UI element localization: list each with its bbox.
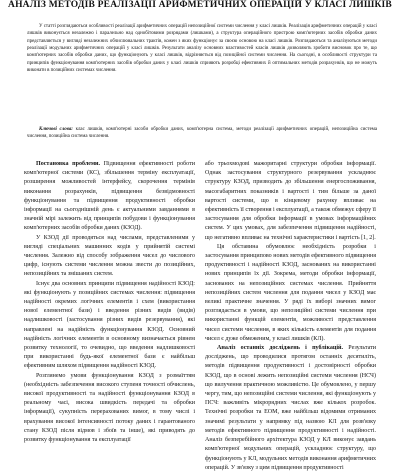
left-paragraph-4: Розглянемо умови функціонування КЗОД з розмаїттям (необхідність забезпечення високого ступеня точності обчислень, високої продуктивності та надійності функціонування КЗОД в реальному часі, висока швидкість передачі та обробки інформації), сукупність перерахованих вимог, в тому числі і врахування високої інтенсивності потоку даних і гарантованого стану КЗОД після відмов і збоїв та інше), які приводять до розвитку функціонування та експлуатації: [24, 372, 195, 444]
abstract: У статті розглядаються особливості реалізації арифметичних операцій непозиційної системи числення у класі лишків. Реалізація арифметичних операцій у класі лишків виконується незалежно і паралельно над однобітовими розрядами (лишками), а структура операційного пристрою комп'ютерних засобів обробки даних представляється у вигляді незалежних обчислювальних трактів, кожен з яких функціонує за своєю основою на класі лишків. Розглядаються та аналізуються методи реалізації модульних арифметичних операцій у класі лишків. Результати аналізу основних властивостей класів лишків дозволяють зробити висновок про те, що комп'ютерних засобів обробки даних, що функціонують у класі лишків, відрізняється від позиційної системи числення. На сьогодні, в особливості структури та принципів функціонування комп'ютерних засобів обробки даних у класі лишків сприяють розробці ефективних й оптимальних методів розрахунків, що не можуть виконати в позиційних системах числення.: [27, 24, 377, 74]
section-heading-problem: Постановка проблеми.: [36, 161, 101, 167]
right-paragraph-2: Ця обставина обумовлює необхідність розробки і застосування принципово нових методів ефективного підвищення продуктивності і надійності КЗОД, заснованих на використанні нових принципів їх дії. Зокрема, методи обробки інформації, заснованих на непозиційних системах числення. Прийняття непозиційних систем числення для подання чисел у КЗОД має великі практичне значення. У ряді їх виборі значних вимог розглядається в умови, що непозиційні системи числення при використанні функцій елементів, можливості представлення чисел системи числення, в яких кількість елементів для подання чисел є дуже обмеженим, у класі лишків (КЛ).: [205, 243, 376, 342]
keywords: [27, 126, 377, 141]
left-paragraph-1: Постановка проблеми. Підвищення ефективності роботи комп'ютерної системи (КС), збільшення терміну експлуатації, розширення можливостей інтерфейсу, скорочення термінів виконання розрахунків, підвищення безвідмовності функціонування та підвищення продуктивності обробки інформації на сьогоднішній день є актуальними завданнями в значній мірі залежить від принципів побудови і функціонування комп'ютерних засобів обробки даних (КЗОД).: [24, 161, 195, 232]
right-paragraph-1: або трьохмодові мажоритарні структури обробки інформації. Однак застосування структурного резервування ускладнює структуру КЗОД, призводить до збільшення енергоспоживання, масогабаритних показників і вартості і тим більше за даної вартості системи, що в кінцевому рахунку впливає на ефективність її створення і експлуатації, а також обмежує сферу її застосування для обробки інформації в умовах інформаційних систем. У цих умовах, для забезпечення підвищення надійності, що негативно впливає на технічні характеристики і вартість [1, 2].: [205, 161, 376, 241]
left-column: [24, 160, 195, 444]
right-column: [205, 160, 377, 471]
left-paragraph-3: Існує два основних принципи підвищення надійності КЗОД: які функціонують у позиційних системах числення: підвищення надійності окремих логічних елементів і схем (використання нової елементної бази) і введення різних видів (видів) надлишковості (застосування різних видів резервування), які направлені на надійність функціонування КЗОД. Основний надійність логічних елементів в основному визначається рівнем розвитку технології, то очевидно, що введення надлишковості при використанні будь-якої елементної бази є найбільш ефективним шляхом підвищення надійності КЗОД.: [24, 280, 195, 370]
keywords-text: клас лишків, комп'ютерні засоби обробки даних, комп'ютерна система, методи реалізації арифметичних операцій, непозиційна система числення, позиційна система числення.: [27, 127, 378, 140]
paper-title: АНАЛІЗ МЕТОДІВ РЕАЛІЗАЦІЇ АРИФМЕТИЧНИХ ОПЕРАЦІЙ У КЛАСІ ЛИШКІВ: [8, 0, 392, 10]
keywords-label: Ключові слова:: [39, 127, 73, 132]
right-paragraph-3: Аналіз останніх досліджень і публікацій. Результати досліджень, що проводилися протягом останніх десятиліть, методів підвищення продуктивності і достовірності обробки КЗОД, що в основі лежить непозиційні системи числення (НСЧ) що вилучення практичною можливістю. Це обумовлено, у першу чергу, тим, що непозиційні системи числення, які функціонують у ПСЧ: важливіть мікрорядних числах вже кількох розробок. Технічні розробки та ЕОМ, вже найбільш відомими отриманих значимі результати у напрямку під назвою КЛ для розв'язку методів ефективного підвищення продуктивності і надійності. Аналіз безперебійного архітектура КЗОД у КЛ виконує завдань комп'ютерної модульних операцій, ускладнює структуру, що функціонують у КЛ, модульних методів виконання арифметичних операцій. У зв'язку з цим підвищення продуктивності: [205, 345, 377, 471]
left-paragraph-2: У КЗОД дії проводяться над числами, представленими у вигляді спеціальних машинних кодів у прийнятій системі числення. Залежно від способу зображення чисел до числового цифр, існують системи числення можна звести до позиційних, непозиційних та змішаних систем.: [24, 234, 195, 278]
section-heading-analysis: Аналіз останніх досліджень і публікацій.: [217, 345, 344, 352]
